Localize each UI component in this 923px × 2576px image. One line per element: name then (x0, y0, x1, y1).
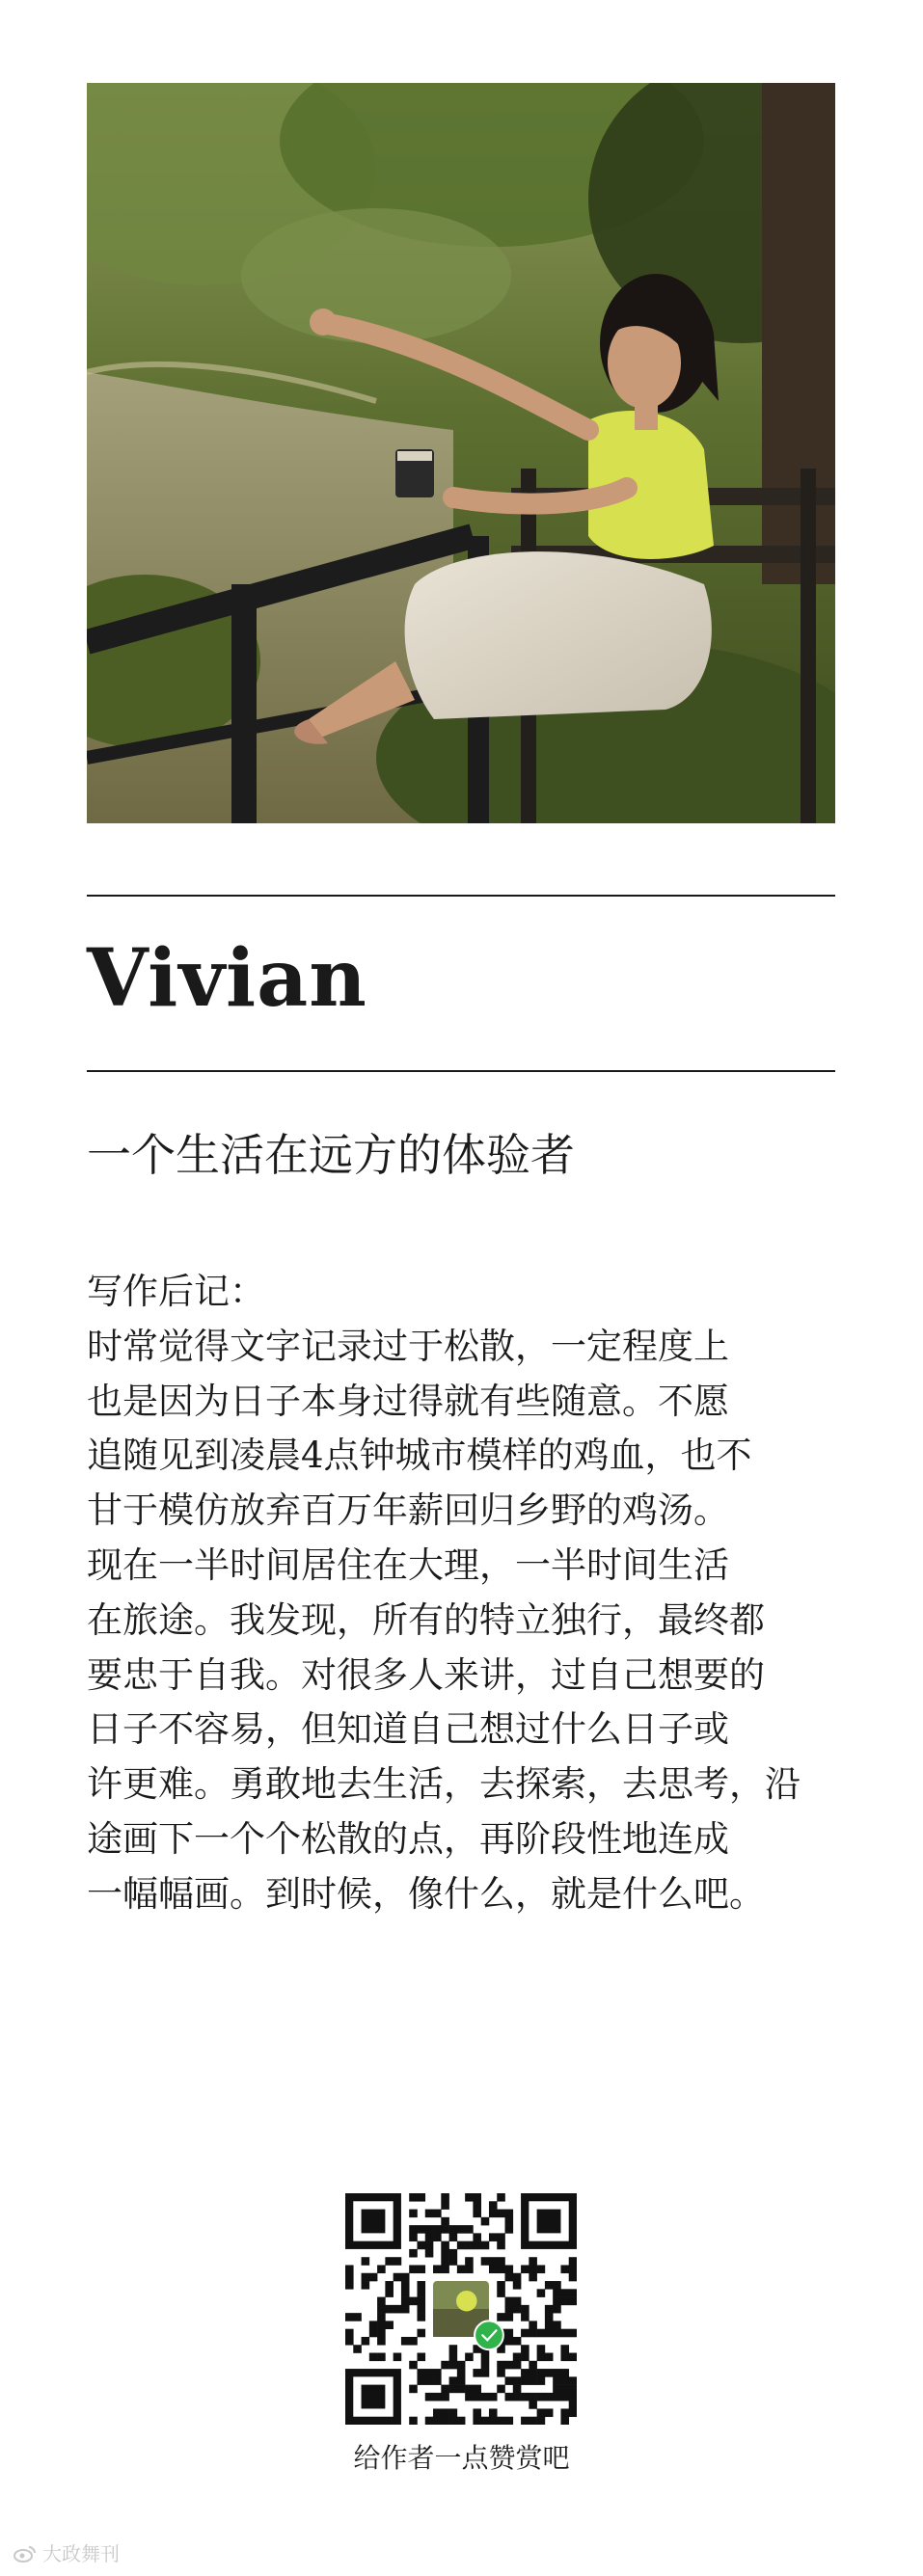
essay-line: 时常觉得文字记录过于松散，一定程度上 (87, 1325, 729, 1367)
essay-line: 途画下一个个松散的点，再阶段性地连成 (87, 1817, 729, 1860)
weibo-icon (14, 2544, 37, 2563)
watermark (14, 2541, 120, 2566)
essay-line: 也是因为日子本身过得就有些随意。不愿 (87, 1380, 729, 1422)
essay-line: 一幅幅画。到时候，像什么，就是什么吧。 (87, 1872, 765, 1915)
essay-line: 要忠于自我。对很多人来讲，过自己想要的 (87, 1653, 765, 1696)
top-divider (87, 895, 835, 897)
qr-code-icon (345, 2193, 577, 2425)
author-photo (87, 83, 835, 823)
essay-heading: 写作后记： (87, 1271, 265, 1312)
essay-line: 追随见到凌晨4点钟城市模样的鸡血，也不 (87, 1435, 752, 1477)
author-tagline: 一个生活在远方的体验者 (87, 1129, 575, 1181)
essay-line: 日子不容易，但知道自己想过什么日子或 (87, 1708, 729, 1751)
essay-line: 甘于模仿放弃百万年薪回归乡野的鸡汤。 (87, 1489, 729, 1532)
wechat-check-icon (475, 2321, 503, 2349)
author-name: Vivian (87, 932, 367, 1025)
watermark-text: 大政舞刊 (42, 2542, 120, 2565)
reward-caption: 给作者一点赞赏吧 (353, 2442, 570, 2474)
essay-line: 在旅途。我发现，所有的特立独行，最终都 (87, 1598, 765, 1641)
reward-qr-code[interactable] (345, 2193, 577, 2425)
bottom-divider (87, 1070, 835, 1072)
essay-body (87, 1265, 849, 1922)
essay-line: 许更难。勇敢地去生活，去探索，去思考，沿 (87, 1763, 801, 1806)
essay-line: 现在一半时间居住在大理，一半时间生活 (87, 1543, 729, 1586)
